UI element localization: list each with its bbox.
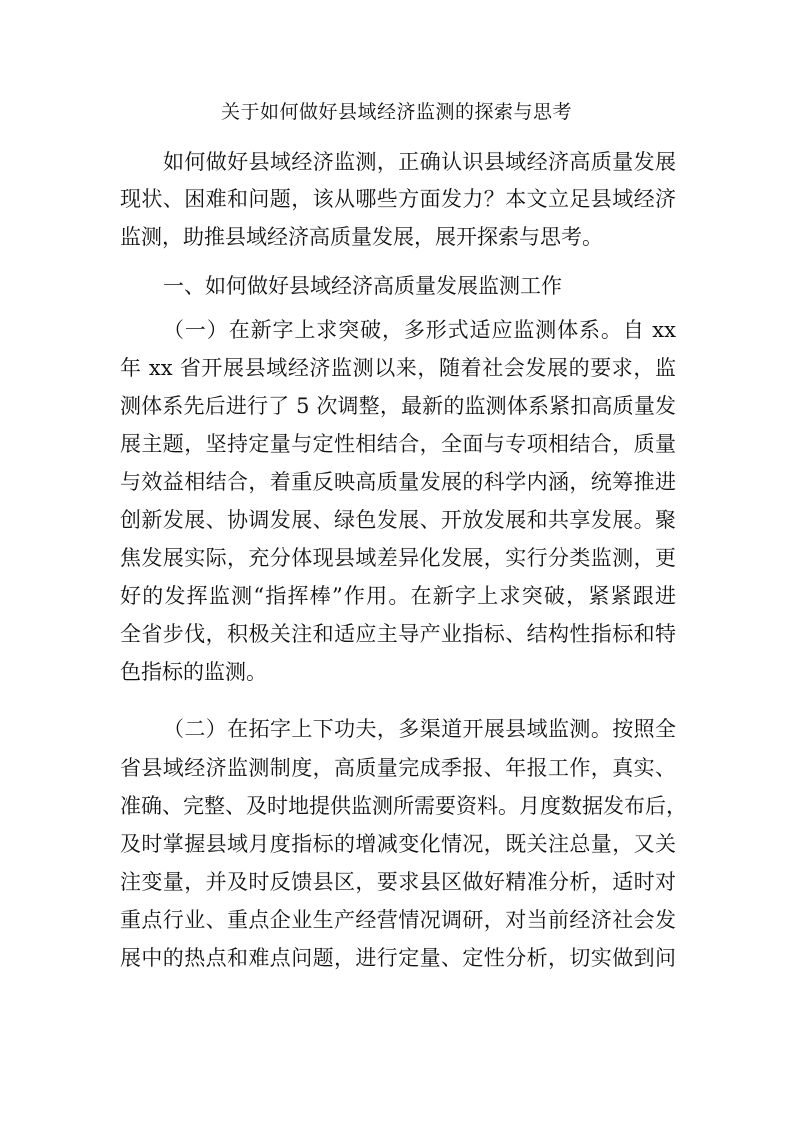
paragraph-line: 焦发展实际，充分体现县域差异化发展，实行分类监测，更: [120, 546, 676, 570]
paragraph-line: 创新发展、协调发展、绿色发展、开放发展和共享发展。聚: [120, 508, 676, 532]
paragraph-line: 与效益相结合，着重反映高质量发展的科学内涵，统筹推进: [120, 470, 676, 494]
paragraph-line: 准确、完整、及时地提供监测所需要资料。月度数据发布后，: [120, 794, 687, 818]
paragraph-line: 及时掌握县域月度指标的增减变化情况，既关注总量，又关: [120, 832, 676, 856]
paragraph-line: 监测，助推县域经济高质量发展，展开探索与思考。: [120, 225, 603, 249]
paragraph-line: 好的发挥监测“指挥棒”作用。在新字上求突破，紧紧跟进: [120, 584, 676, 608]
paragraph-line: 年 xx 省开展县域经济监测以来，随着社会发展的要求，监: [120, 356, 676, 380]
paragraph-line: 测体系先后进行了 5 次调整，最新的监测体系紧扣高质量发: [120, 394, 676, 418]
paragraph-line: 重点行业、重点企业生产经营情况调研，对当前经济社会发: [120, 908, 676, 932]
paragraph-line: 省县域经济监测制度，高质量完成季报、年报工作，真实、: [120, 756, 676, 780]
paragraph-line: （一）在新字上求突破，多形式适应监测体系。自 xx: [163, 318, 676, 342]
paragraph-line: 注变量，并及时反馈县区，要求县区做好精准分析，适时对: [120, 870, 676, 894]
section-heading: 一、如何做好县域经济高质量发展监测工作: [163, 274, 562, 298]
paragraph-line: 现状、困难和问题，该从哪些方面发力？本文立足县域经济: [120, 187, 676, 211]
paragraph-line: 展中的热点和难点问题，进行定量、定性分析，切实做到问: [120, 946, 676, 970]
document-title: 关于如何做好县域经济监测的探索与思考: [220, 101, 572, 123]
paragraph-line: （二）在拓字上下功夫，多渠道开展县域监测。按照全: [163, 717, 676, 741]
paragraph-line: 色指标的监测。: [120, 660, 267, 684]
paragraph-line: 展主题，坚持定量与定性相结合，全面与专项相结合，质量: [120, 432, 676, 456]
paragraph-line: 全省步伐，积极关注和适应主导产业指标、结构性指标和特: [120, 622, 676, 646]
paragraph-line: 如何做好县域经济监测，正确认识县域经济高质量发展: [163, 150, 676, 174]
